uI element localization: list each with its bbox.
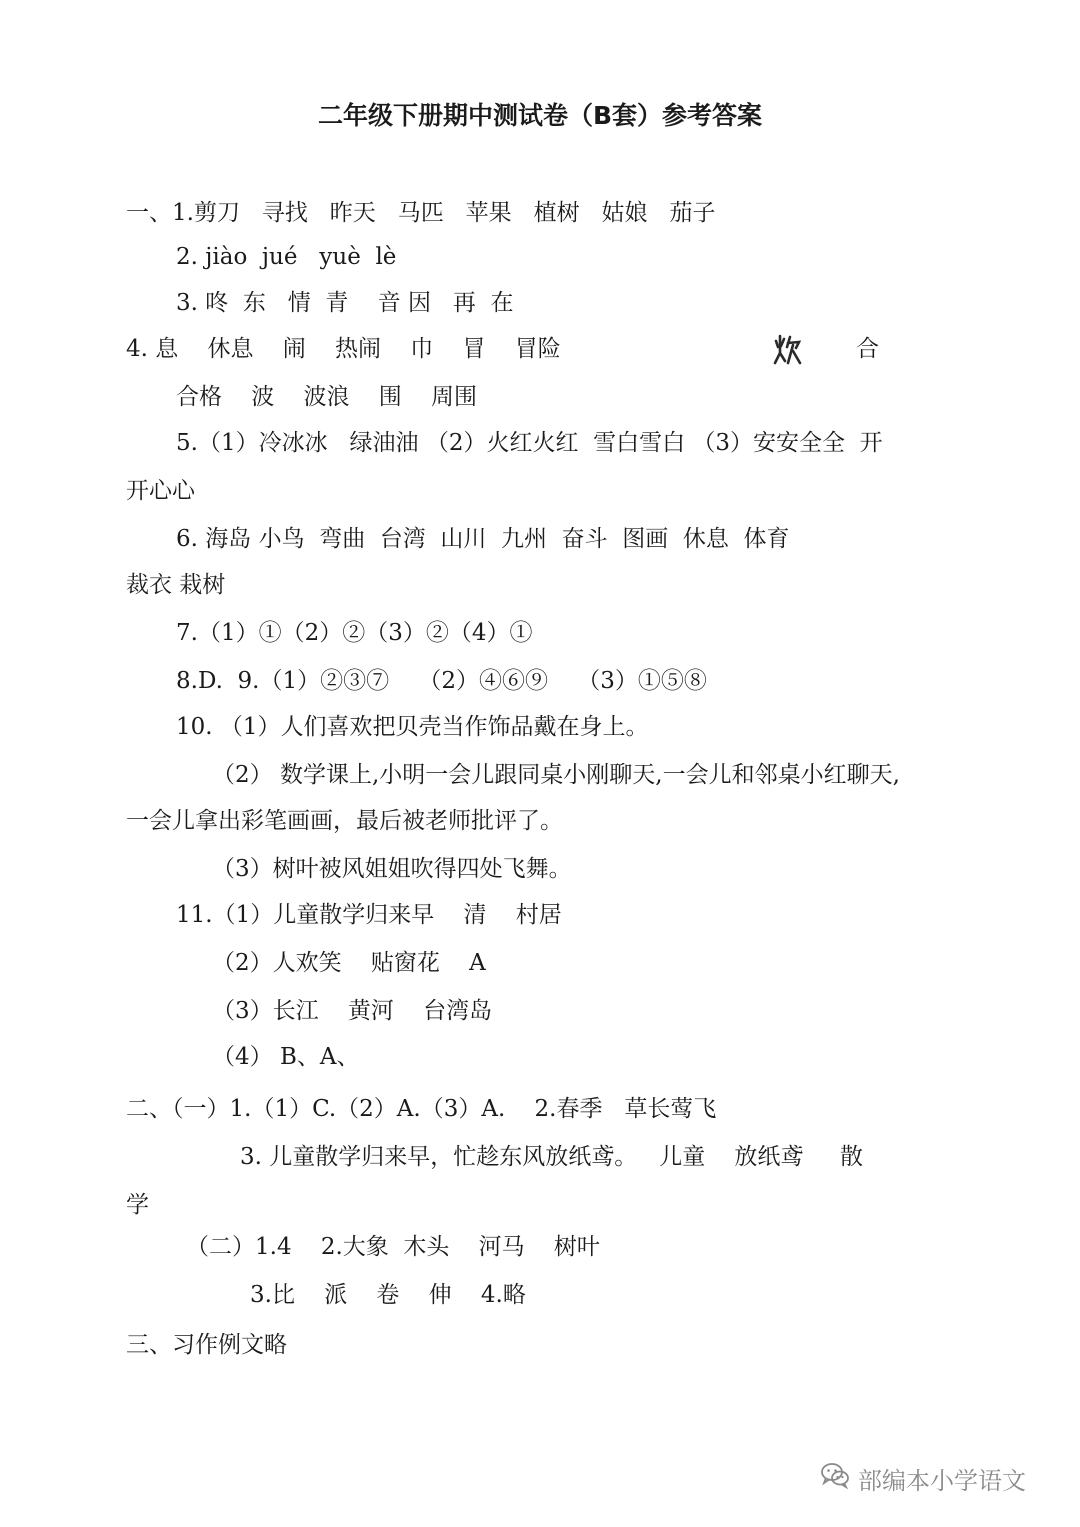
answer-line: 8.D. 9.（1）②③⑦ （2）④⑥⑨ （3）①⑤⑧ (176, 668, 707, 694)
answer-line: 2. jiào jué yuè lè (176, 244, 397, 270)
answer-line: （4） B、A、 (212, 1044, 360, 1070)
answer-line: （3）长江 黄河 台湾岛 (212, 998, 493, 1024)
answer-line: 合格 波 波浪 围 周围 (176, 384, 477, 410)
answer-line: 合 (856, 336, 879, 362)
answer-line: 学 (126, 1192, 149, 1218)
answer-line: 10. （1）人们喜欢把贝壳当作饰品戴在身上。 (176, 714, 649, 740)
answer-line: 开心心 (126, 478, 195, 504)
watermark (820, 1460, 1026, 1496)
answer-line: 4. 息 休息 闹 热闹 巾 冒 冒险 (126, 336, 561, 362)
answer-line: 5.（1）冷冰冰 绿油油 （2）火红火红 雪白雪白 （3）安安全全 开 (176, 430, 883, 456)
answer-line: （3）树叶被风姐姐吹得四处飞舞。 (212, 856, 572, 882)
answer-line: 11.（1）儿童散学归来早 清 村居 (176, 902, 562, 928)
answer-line: 3. 咚 东 情 青 音 因 再 在 (176, 290, 514, 316)
handwritten-character (772, 333, 802, 367)
answer-line: 7.（1）①（2）②（3）②（4）① (176, 620, 533, 646)
watermark-text: 部编本小学语文 (858, 1466, 1026, 1495)
answer-line: （2） 数学课上,小明一会儿跟同桌小刚聊天,一会儿和邻桌小红聊天, (212, 762, 900, 788)
answer-line: 三、习作例文略 (126, 1332, 287, 1358)
answer-line: 裁衣 栽树 (126, 572, 226, 598)
answer-line: （二）1.4 2.大象 木头 河马 树叶 (186, 1234, 600, 1260)
answer-line: 6. 海岛 小鸟 弯曲 台湾 山川 九州 奋斗 图画 休息 体育 (176, 526, 790, 552)
answer-line: 一、1.剪刀 寻找 昨天 马匹 苹果 植树 姑娘 茄子 (126, 200, 716, 226)
wechat-icon (820, 1460, 850, 1496)
page-title: 二年级下册期中测试卷（B套）参考答案 (317, 101, 763, 130)
answer-line: 3.比 派 卷 伸 4.略 (250, 1282, 526, 1308)
answer-line: 一会儿拿出彩笔画画，最后被老师批评了。 (126, 808, 563, 834)
answer-line: 二、（一）1.（1）C.（2）A.（3）A. 2.春季 草长莺飞 (126, 1096, 717, 1122)
answer-line: 3. 儿童散学归来早，忙趁东风放纸鸢。 儿童 放纸鸢 散 (240, 1144, 863, 1170)
answer-line: （2）人欢笑 贴窗花 A (212, 950, 486, 976)
